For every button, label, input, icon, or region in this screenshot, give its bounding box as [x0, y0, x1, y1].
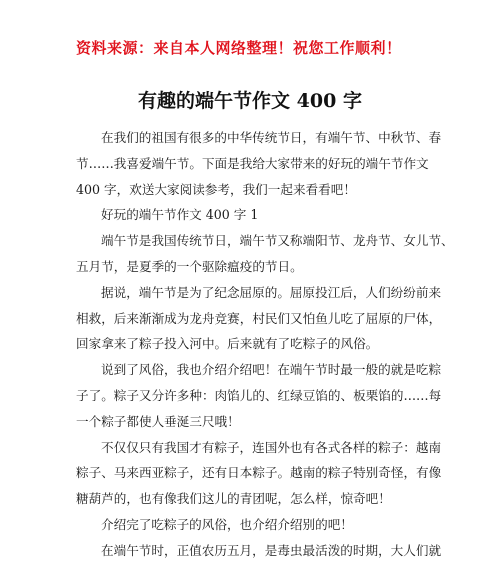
body-line: 粽子、马来西亚粽子，还有日本粽子。越南的粽子特别奇怪，有像 [76, 465, 442, 481]
body-line: 糖葫芦的，也有像我们这儿的青团呢，怎么样，惊奇吧！ [76, 491, 391, 507]
body-line: 回家拿来了粽子投入河中。后来就有了吃粽子的风俗。 [76, 336, 379, 352]
body-line: 节……我喜爱端午节。下面是我给大家带来的好玩的端午节作文 [76, 155, 429, 171]
body-line: 一个粽子都使人垂涎三尺哦！ [76, 413, 240, 429]
document-body [76, 125, 454, 564]
document-title: 有趣的端午节作文 400 字 [138, 90, 362, 112]
body-line: 子了。粽子又分许多种：肉馅儿的、红绿豆馅的、板栗馅的……每 [76, 387, 442, 403]
body-line: 介绍完了吃粽子的风俗，也介绍介绍别的吧！ [101, 516, 353, 532]
body-line: 五月节，是夏季的一个驱除瘟疫的节日。 [76, 258, 303, 274]
body-line: 400 字，欢送大家阅读参考，我们一起来看看吧！ [76, 181, 356, 197]
body-line: 相救，后来渐渐成为龙舟竞赛，村民们又怕鱼儿吃了屈原的尸体， [76, 310, 442, 326]
body-line: 不仅仅只有我国才有粽子，连国外也有各式各样的粽子：越南 [101, 439, 442, 455]
body-line: 好玩的端午节作文 400 字 1 [101, 207, 259, 223]
body-line: 在我们的祖国有很多的中华传统节日，有端午节、中秋节、春 [101, 130, 442, 145]
body-line: 据说，端午节是为了纪念屈原的。屈原投江后，人们纷纷前来 [101, 284, 442, 300]
source-notice: 资料来源：来自本人网络整理！祝您工作顺利！ [76, 39, 402, 57]
body-line: 端午节是我国传统节日，端午节又称端阳节、龙舟节、女儿节、 [101, 233, 454, 249]
body-line: 在端午节时，正值农历五月，是毒虫最活泼的时期，大人们就 [101, 542, 442, 558]
body-line: 说到了风俗，我也介绍介绍吧！在端午节时最一般的就是吃粽 [101, 362, 442, 378]
